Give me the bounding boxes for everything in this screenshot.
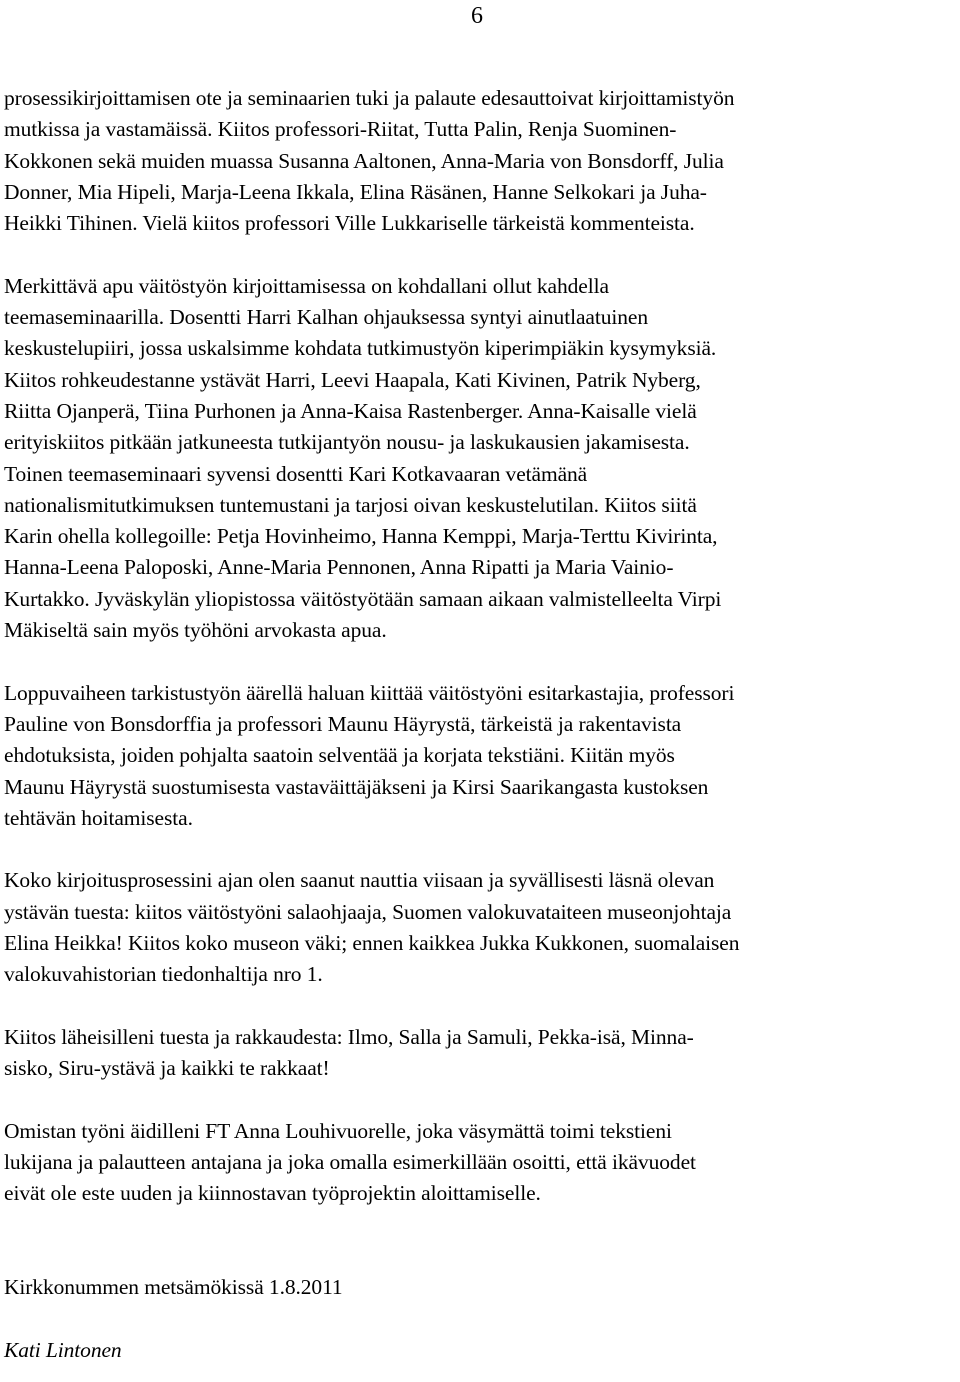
text-line: Donner, Mia Hipeli, Marja-Leena Ikkala, Elina Räsänen, Hanne Selkokari ja Juha- [4, 179, 707, 204]
text-line: Riitta Ojanperä, Tiina Purhonen ja Anna-Kaisa Rastenberger. Anna-Kaisalle vielä [4, 398, 697, 423]
place-date [4, 1272, 956, 1303]
text-line: Maunu Häyrystä suostumisesta vastaväittäjäkseni ja Kirsi Saarikangasta kustoksen [4, 774, 709, 799]
text-line: ystävän tuesta: kiitos väitöstyöni salaohjaaja, Suomen valokuvataiteen museonjohtaja [4, 899, 732, 924]
text-line: Kiitos läheisilleni tuesta ja rakkaudesta: Ilmo, Salla ja Samuli, Pekka-isä, Minna- [4, 1024, 694, 1049]
text-line: lukijana ja palautteen antajana ja joka omalla esimerkillään osoitti, että ikävuodet [4, 1150, 696, 1175]
text-line: ehdotuksista, joiden pohjalta saatoin selventää ja korjata tekstiäni. Kiitän myös [4, 743, 675, 768]
text-line: Koko kirjoitusprosessini ajan olen saanut nauttia viisaan ja syvällisesti läsnä olevan [4, 868, 715, 893]
text-line: teemaseminaarilla. Dosentti Harri Kalhan ohjauksessa syntyi ainutlaatuinen [4, 305, 648, 330]
text-line: Omistan työni äidilleni FT Anna Louhivuorelle, joka väsymättä toimi tekstieni [4, 1118, 672, 1143]
text-line: eivät ole este uuden ja kiinnostavan työprojektin aloittamiselle. [4, 1181, 541, 1206]
signature-text: Kati Lintonen [4, 1337, 122, 1362]
text-line: Pauline von Bonsdorffia ja professori Maunu Häyrystä, tärkeistä ja rakentavista [4, 711, 682, 736]
text-line: Merkittävä apu väitöstyön kirjoittamisessa on kohdallani ollut kahdella [4, 273, 609, 298]
paragraph-dedication [4, 1116, 956, 1210]
signature [4, 1335, 956, 1366]
paragraph-theme-seminars [4, 271, 956, 647]
paragraph-seminars [4, 83, 956, 239]
text-line: Elina Heikka! Kiitos koko museon väki; ennen kaikkea Jukka Kukkonen, suomalaisen [4, 931, 740, 956]
document-body [4, 83, 956, 1366]
text-line: valokuvahistorian tiedonhaltija nro 1. [4, 962, 323, 987]
text-line: erityiskiitos pitkään jatkuneesta tutkijantyön nousu- ja laskukausien jakamisesta. [4, 430, 690, 455]
text-line: Karin ohella kollegoille: Petja Hovinheimo, Hanna Kemppi, Marja-Terttu Kivirinta, [4, 524, 718, 549]
text-line: prosessikirjoittamisen ote ja seminaarien tuki ja palaute edesauttoivat kirjoittamistyön [4, 86, 735, 110]
text-line: tehtävän hoitamisesta. [4, 805, 193, 830]
text-line: sisko, Siru-ystävä ja kaikki te rakkaat! [4, 1056, 330, 1081]
text-line: mutkissa ja vastamäissä. Kiitos professori-Riitat, Tutta Palin, Renja Suominen- [4, 117, 677, 142]
text-line: Heikki Tihinen. Vielä kiitos professori Ville Lukkariselle tärkeistä kommenteista. [4, 211, 695, 236]
text-line: Kokkonen sekä muiden muassa Susanna Aaltonen, Anna-Maria von Bonsdorff, Julia [4, 148, 724, 173]
page-number: 6 [471, 3, 483, 29]
paragraph-family [4, 1022, 956, 1085]
text-line: Kurtakko. Jyväskylän yliopistossa väitöstyötään samaan aikaan valmistelleelta Virpi [4, 586, 722, 611]
paragraph-reviewers [4, 678, 956, 834]
text-line: keskustelupiiri, jossa uskalsimme kohdata tutkimustyön kiperimpiäkin kysymyksiä. [4, 336, 717, 361]
place-date-text: Kirkkonummen metsämökissä 1.8.2011 [4, 1275, 343, 1300]
text-line: Loppuvaiheen tarkistustyön äärellä haluan kiittää väitöstyöni esitarkastajia, professori [4, 680, 735, 705]
text-line: Mäkiseltä sain myös työhöni arvokasta apua. [4, 618, 387, 643]
text-line: Kiitos rohkeudestanne ystävät Harri, Leevi Haapala, Kati Kivinen, Patrik Nyberg, [4, 367, 701, 392]
text-line: nationalismitutkimuksen tuntemustani ja tarjosi oivan keskustelutilan. Kiitos siitä [4, 492, 697, 517]
text-line: Toinen teemaseminaari syvensi dosentti Kari Kotkavaaran vetämänä [4, 461, 588, 486]
paragraph-museum [4, 865, 956, 990]
text-line: Hanna-Leena Paloposki, Anne-Maria Pennonen, Anna Ripatti ja Maria Vainio- [4, 555, 674, 580]
